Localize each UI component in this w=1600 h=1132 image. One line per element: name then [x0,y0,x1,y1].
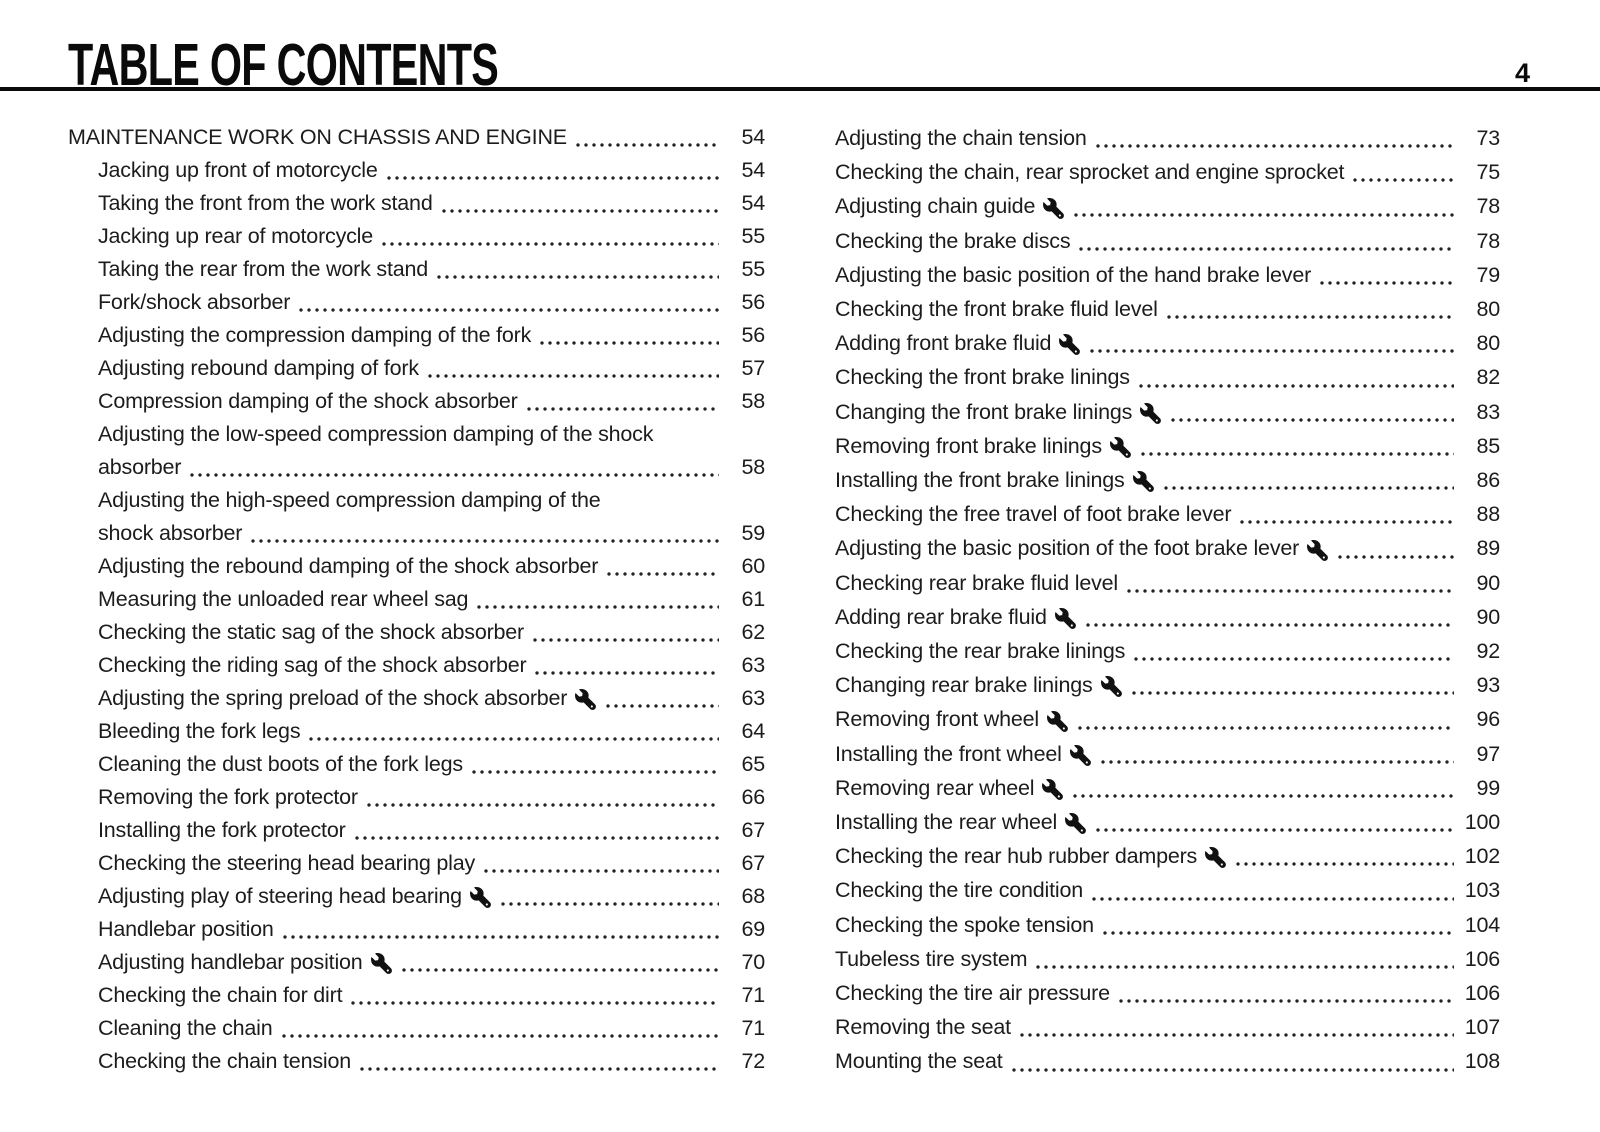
toc-entry-page: 56 [741,290,765,314]
wrench-icon [1070,745,1092,767]
toc-entry-page: 60 [741,554,765,578]
toc-entry-page: 63 [741,686,765,710]
toc-entry-label: Adjusting handlebar position [98,950,363,974]
toc-entry-label: Adjusting the basic position of the foot brake lever [835,536,1300,561]
toc-entry [835,566,1500,600]
toc-entry-label: Removing the seat [835,1015,1011,1040]
toc-entry-label: Checking the brake discs [835,228,1071,253]
toc-entry-label: Adjusting the spring preload of the shock absorber [98,686,568,710]
toc-entry-row [98,385,765,418]
toc-entry-label: Taking the rear from the work stand [98,257,428,281]
toc-entry-page: 97 [1476,741,1500,766]
toc-entry-row [835,805,1500,839]
toc-entry-page: 86 [1476,468,1500,493]
toc-entry-page: 90 [1476,604,1500,629]
toc-column-left [68,121,765,1079]
toc-entry [835,360,1500,394]
toc-entry [835,497,1500,531]
wrench-icon [1042,779,1064,801]
dot-leader [188,473,719,477]
toc-entry-label: Changing rear brake linings [835,673,1093,698]
toc-entry-label: Adjusting rebound damping of fork [98,356,419,380]
toc-entry-label: Taking the front from the work stand [98,191,433,215]
toc-entry-page: 83 [1476,399,1500,424]
dot-leader [1318,281,1454,285]
toc-entry [68,1045,765,1078]
toc-entry-page: 93 [1476,673,1500,698]
dot-leader [1094,144,1454,148]
toc-entry-label: Measuring the unloaded rear wheel sag [98,587,469,611]
toc-entry-row [98,187,765,220]
toc-entry-page: 72 [741,1049,765,1073]
toc-entry-page: 88 [1476,502,1500,527]
toc-entry [68,253,765,286]
toc-entry-label: Tubeless tire system [835,946,1028,971]
toc-entry-row [98,682,765,715]
dot-leader [1076,726,1454,730]
toc-entry [68,385,765,418]
toc-entry-page: 73 [1476,126,1500,150]
dot-leader [1084,623,1454,627]
toc-entry-page: 90 [1476,570,1500,595]
toc-entry-row [835,771,1500,805]
dot-leader [1336,555,1454,559]
toc-entry-row [835,737,1500,771]
toc-entry [835,839,1500,873]
toc-entry-row [98,979,765,1012]
toc-entry-label: Jacking up front of motorcycle [98,158,378,182]
toc-entry-row [98,517,765,550]
toc-entry-label: Checking the rear hub rubber dampers [835,844,1198,869]
dot-leader [353,836,719,840]
toc-entry [68,880,765,913]
toc-entry-row [98,847,765,880]
dot-leader [1132,657,1454,661]
toc-entry-label: Installing the front brake linings [835,468,1125,493]
toc-entry-row [835,121,1500,155]
toc-entry [68,847,765,880]
toc-entry-row [68,121,765,154]
dot-leader [1169,418,1454,422]
dot-leader [1117,999,1454,1003]
toc-entry-page: 70 [741,950,765,974]
toc-entry-page: 96 [1476,707,1500,732]
toc-entry-label: Compression damping of the shock absorber [98,389,518,413]
wrench-icon [470,887,492,909]
toc-entry-wrap-line: Adjusting the low-speed compression damping of the shock [98,422,654,446]
toc-entry-row [835,429,1500,463]
toc-entry-row [98,253,765,286]
toc-column-right [835,121,1500,1079]
toc-entry [68,286,765,319]
toc-entry-row [98,814,765,847]
toc-entry-page: 67 [741,851,765,875]
toc-entry-page: 99 [1476,775,1500,800]
toc-entry-row [835,1010,1500,1044]
toc-entry-label: Adjusting chain guide [835,194,1036,219]
dot-leader [1101,931,1454,935]
dot-leader [358,1067,719,1071]
toc-entry-row [98,748,765,781]
toc-entry-page: 82 [1476,365,1500,390]
toc-entry-page: 89 [1476,536,1500,561]
dot-leader [1088,349,1454,353]
toc-entry [68,550,765,583]
toc-entry [68,583,765,616]
dot-leader [440,209,719,213]
toc-entry [835,121,1500,155]
toc-entry-page: 75 [1476,160,1500,185]
toc-entry-page: 71 [741,983,765,1007]
dot-leader [365,803,719,807]
toc-entry-page: 64 [741,719,765,743]
toc-entry-page: 78 [1476,228,1500,253]
toc-entry [68,154,765,187]
toc-entry-label: Checking the steering head bearing play [98,851,476,875]
toc-entry-label: Fork/shock absorber [98,290,291,314]
toc-entry-label: Adjusting the basic position of the hand brake lever [835,262,1312,287]
toc-entry [68,781,765,814]
toc-entry-label: Adjusting the chain tension [835,126,1087,150]
dot-leader [1139,452,1454,456]
toc-entry-page: 54 [741,191,765,215]
toc-entry-row [835,1044,1500,1078]
toc-entry-page: 54 [741,125,765,149]
toc-entry-page: 100 [1464,810,1500,835]
toc-entry [835,395,1500,429]
toc-entry-label: Adding rear brake fluid [835,604,1047,629]
wrench-icon [1205,847,1227,869]
toc-entry-row [98,880,765,913]
toc-entry [835,737,1500,771]
toc-columns [0,121,1600,1079]
toc-entry-row [98,616,765,649]
toc-entry-row [835,668,1500,702]
toc-entry-row [835,326,1500,360]
dot-leader [349,1001,719,1005]
dot-leader [1090,897,1454,901]
toc-entry [835,258,1500,292]
toc-entry-page: 106 [1464,946,1500,971]
toc-entry-row [835,702,1500,736]
dot-leader [605,572,719,576]
dot-leader [307,737,719,741]
toc-entry-row [835,395,1500,429]
toc-entry-label: Cleaning the chain [98,1016,273,1040]
toc-entry-page: 67 [741,818,765,842]
toc-entry-row [835,258,1500,292]
toc-entry [68,979,765,1012]
toc-entry-page: 80 [1476,297,1500,322]
toc-entry-row [835,531,1500,565]
toc-entry-label: Bleeding the fork legs [98,719,301,743]
toc-entry-row [835,566,1500,600]
toc-entry [68,121,765,154]
toc-entry-label: Checking rear brake fluid level [835,570,1119,595]
dot-leader [1351,178,1454,182]
toc-entry-page: 79 [1476,262,1500,287]
toc-entry [835,942,1500,976]
toc-entry-page: 107 [1464,1015,1500,1040]
toc-entry-row [835,189,1500,223]
toc-entry-label: Adjusting the compression damping of the fork [98,323,532,347]
toc-entry-label: Cleaning the dust boots of the fork legs [98,752,463,776]
toc-entry-label: Checking the tire condition [835,878,1083,903]
dot-leader [1018,1033,1454,1037]
toc-entry [835,292,1500,326]
toc-entry [68,418,765,484]
dot-leader [499,902,719,906]
wrench-icon [1110,437,1132,459]
dot-leader [538,341,719,345]
toc-entry-label: Installing the front wheel [835,741,1062,766]
toc-entry-row [835,908,1500,942]
toc-entry-row [835,976,1500,1010]
toc-entry-label: Checking the spoke tension [835,912,1094,937]
toc-entry-page: 85 [1476,433,1500,458]
toc-entry-label: Checking the tire air pressure [835,981,1110,1006]
toc-entry-row [835,224,1500,258]
toc-entry-label: Checking the front brake fluid level [835,297,1158,322]
dot-leader [1071,794,1454,798]
toc-entry-page: 63 [741,653,765,677]
wrench-icon [1307,540,1329,562]
toc-entry-row [98,913,765,946]
dot-leader [1072,213,1454,217]
toc-entry [835,1010,1500,1044]
toc-entry-page: 102 [1464,844,1500,869]
page-header [0,0,1600,98]
toc-entry-label: Mounting the seat [835,1049,1003,1074]
toc-entry [835,873,1500,907]
toc-entry [68,319,765,352]
toc-entry-row [98,1045,765,1078]
toc-entry-row [98,781,765,814]
toc-entry [68,913,765,946]
wrench-icon [1043,198,1065,220]
dot-leader [435,275,719,279]
dot-leader [1165,315,1454,319]
toc-entry-page: 104 [1464,912,1500,937]
toc-entry-label: Adding front brake fluid [835,331,1052,356]
toc-entry-row [98,649,765,682]
toc-entry-row [98,451,765,484]
toc-entry-page: 55 [741,257,765,281]
toc-entry [835,155,1500,189]
toc-entry-page: 54 [741,158,765,182]
toc-entry-page: 68 [741,884,765,908]
toc-entry-label: MAINTENANCE WORK ON CHASSIS AND ENGINE [68,125,567,149]
toc-entry-page: 58 [741,455,765,479]
toc-entry [68,814,765,847]
toc-entry-row [835,463,1500,497]
toc-entry-row [98,319,765,352]
toc-entry [68,1012,765,1045]
dot-leader [1010,1068,1454,1072]
wrench-icon [1059,334,1081,356]
toc-entry-page: 106 [1464,981,1500,1006]
dot-leader [249,539,719,543]
dot-leader [280,1034,720,1038]
toc-entry-page: 58 [741,389,765,413]
toc-entry-label: Installing the fork protector [98,818,346,842]
dot-leader [281,935,719,939]
toc-entry-page: 62 [741,620,765,644]
dot-leader [1125,589,1454,593]
toc-entry-label: Changing the front brake linings [835,399,1133,424]
toc-entry [835,429,1500,463]
toc-entry-label: Removing front wheel [835,707,1039,732]
toc-entry-page: 103 [1464,878,1500,903]
toc-entry-row [835,360,1500,394]
wrench-icon [1101,676,1123,698]
toc-entry [835,805,1500,839]
toc-entry [68,616,765,649]
toc-entry-label: shock absorber [98,521,243,545]
toc-entry-row [98,583,765,616]
toc-entry-page: 65 [741,752,765,776]
toc-entry-label: Checking the front brake linings [835,365,1130,390]
toc-entry [68,682,765,715]
wrench-icon [575,689,597,711]
toc-entry [835,189,1500,223]
page-title: TABLE OF CONTENTS [68,32,499,98]
toc-entry-label: Checking the free travel of foot brake lever [835,502,1232,527]
toc-entry-label: absorber [98,455,182,479]
dot-leader [1162,486,1454,490]
dot-leader [1034,965,1454,969]
toc-entry-row [98,550,765,583]
toc-entry-row [98,220,765,253]
toc-entry-label: Checking the riding sag of the shock absorber [98,653,527,677]
toc-entry-label: Checking the static sag of the shock absorber [98,620,525,644]
toc-entry-row [835,497,1500,531]
page-number: 4 [1514,58,1530,88]
wrench-icon [371,953,393,975]
toc-entry-page: 69 [741,917,765,941]
toc-entry [68,946,765,979]
toc-entry [835,463,1500,497]
wrench-icon [1065,813,1087,835]
dot-leader [1234,862,1454,866]
toc-entry-row [835,600,1500,634]
toc-entry [68,220,765,253]
toc-entry [835,1044,1500,1078]
toc-entry-page: 57 [741,356,765,380]
toc-entry-row [98,946,765,979]
toc-entry-page: 66 [741,785,765,809]
toc-entry [835,702,1500,736]
dot-leader [604,704,719,708]
toc-entry-label: Jacking up rear of motorcycle [98,224,374,248]
toc-entry-label: Removing the fork protector [98,785,358,809]
toc-entry [835,326,1500,360]
dot-leader [1238,520,1454,524]
dot-leader [380,242,719,246]
toc-entry-label: Checking the chain for dirt [98,983,343,1007]
wrench-icon [1133,471,1155,493]
dot-leader [297,308,719,312]
toc-entry-page: 71 [741,1016,765,1040]
dot-leader [525,407,719,411]
toc-entry-row [98,286,765,319]
toc-entry [835,976,1500,1010]
toc-entry-page: 55 [741,224,765,248]
toc-entry [835,634,1500,668]
toc-entry-label: Removing front brake linings [835,433,1102,458]
toc-entry-row [835,292,1500,326]
dot-leader [400,968,719,972]
toc-entry-row [98,1012,765,1045]
toc-entry-row [98,715,765,748]
toc-entry-page: 78 [1476,194,1500,219]
dot-leader [1130,691,1454,695]
dot-leader [531,638,719,642]
toc-entry-label: Removing rear wheel [835,775,1035,800]
toc-entry-page: 59 [741,521,765,545]
toc-entry [68,484,765,550]
toc-entry [835,668,1500,702]
toc-entry-label: Handlebar position [98,917,274,941]
toc-entry-row [835,873,1500,907]
toc-entry-wrap-line: Adjusting the high-speed compression damping of the [98,488,601,512]
dot-leader [475,605,719,609]
dot-leader [1137,384,1454,388]
toc-entry [68,649,765,682]
toc-entry [835,224,1500,258]
toc-entry-label: Adjusting play of steering head bearing [98,884,462,908]
toc-entry [835,600,1500,634]
toc-entry-row [835,942,1500,976]
toc-entry-row [835,634,1500,668]
toc-entry [68,748,765,781]
dot-leader [1094,828,1454,832]
toc-entry-page: 92 [1476,639,1500,664]
toc-entry-page: 56 [741,323,765,347]
toc-entry-label: Installing the rear wheel [835,810,1058,835]
toc-entry-row [835,839,1500,873]
toc-entry [68,187,765,220]
wrench-icon [1055,608,1077,630]
toc-entry [835,531,1500,565]
toc-entry-page: 61 [741,587,765,611]
dot-leader [1077,247,1454,251]
wrench-icon [1047,711,1069,733]
toc-entry-row [98,154,765,187]
dot-leader [1099,760,1454,764]
dot-leader [470,770,719,774]
toc-entry-label: Adjusting the rebound damping of the shock absorber [98,554,599,578]
toc-entry-label: Checking the chain, rear sprocket and engine sprocket [835,160,1345,185]
toc-entry-label: Checking the chain tension [98,1049,351,1073]
toc-entry-row [835,155,1500,189]
dot-leader [426,374,719,378]
wrench-icon [1140,403,1162,425]
dot-leader [533,671,719,675]
toc-entry [835,908,1500,942]
toc-entry-row [98,352,765,385]
dot-leader [574,143,719,147]
toc-entry [68,715,765,748]
toc-entry [835,771,1500,805]
toc-entry [68,352,765,385]
toc-entry-page: 108 [1464,1049,1500,1074]
toc-entry-label: Checking the rear brake linings [835,639,1126,664]
dot-leader [482,869,719,873]
dot-leader [385,176,719,180]
toc-entry-page: 80 [1476,331,1500,356]
